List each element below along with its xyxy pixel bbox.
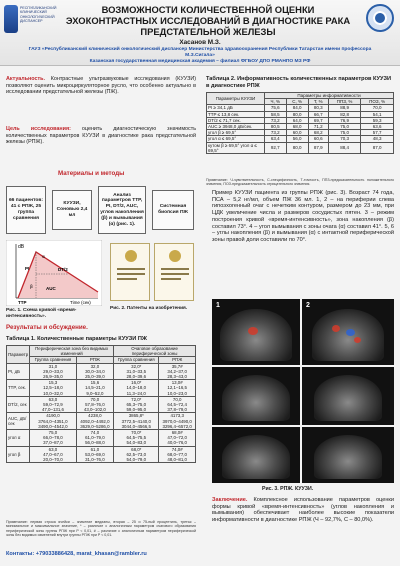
author: Хасанов М.З. xyxy=(179,39,221,46)
poster-title: ВОЗМОЖНОСТИ КОЛИЧЕСТВЕННОЙ ОЦЕНКИ ЭХОКОНТРАСТНЫХ ИССЛЕДОВАНИЙ В ДИАГНОСТИКЕ РАКА ПРЕДСТАТЕЛЬНОЙ ЖЕЛЕЗЫ xyxy=(65,4,351,37)
table1-title: Таблица 1. Количественные параметры КУУЗИ ПЖ xyxy=(6,336,147,342)
figure3-label-2: 2 xyxy=(306,302,310,309)
table1-cell: 70,0 64,5–72,4 37,8–79,0 xyxy=(159,396,196,413)
goal-section xyxy=(6,126,196,146)
ultrasound-image-3 xyxy=(212,367,300,425)
table2-cell: 73,2 xyxy=(265,130,287,136)
ultrasound-image-6 xyxy=(302,427,394,483)
materials-box-analysis: Анализ параметров TTP, PI, DT/2, AUC, углов накопления (β) и вымывания (α) (рис. 1). xyxy=(98,186,146,234)
materials-box-patients: 66 пациентов: 41 с РПЖ, 25 группа сравнения xyxy=(6,186,46,234)
table2-cell: 80,0 xyxy=(286,111,308,117)
fig1-label-alpha: α xyxy=(42,255,45,260)
fig1-label-pi: PI xyxy=(25,266,30,271)
table2-cell: 64,0 xyxy=(286,117,308,123)
figure3-caption: Рис. 3. РПЖ. КУУЗИ. xyxy=(262,486,314,492)
table2-cell: угол α ≤ 69,5° xyxy=(207,136,265,142)
table2-cell: 87,9 xyxy=(308,142,328,153)
relevance-section xyxy=(6,76,196,96)
patent-emblem-icon xyxy=(125,250,137,262)
table2-cell: 54,1 xyxy=(361,111,394,117)
table1-cell: 15,6 14,5–21,0 9,0–52,0 xyxy=(76,380,114,397)
table2-cell: 71,2 xyxy=(308,124,328,130)
table1-cell: 35,7# 34,2–37,0 28,3–43,0 xyxy=(159,363,196,380)
table2-head-group: Параметры информативности xyxy=(265,93,394,99)
relevance-text: Контрастные ультразвуковые исследования (КУУЗИ) позволяют оценить микроциркуляторное русло, что особенно актуально в исследовании предстательной железы (ПЖ). xyxy=(6,76,196,95)
table-row xyxy=(7,396,196,413)
table-row xyxy=(7,380,196,397)
table2-title: Таблица 2. Информативность количественных параметров КУУЗИ в диагностике РПЖ xyxy=(206,76,392,89)
table2 xyxy=(206,92,394,154)
materials-heading: Материалы и методы xyxy=(58,170,125,177)
materials-box-ceus: КУУЗИ, Соновью 2,4 мл xyxy=(52,190,92,230)
table2-cell: 48,3 xyxy=(361,136,394,142)
goal-text: оценить диагностическую значимость количественных параметров КУУЗИ в диагностике рака предстательной железы (РПЖ). xyxy=(6,126,196,145)
table1-cell: 75,0 66,0–78,0 37,0–87,0 xyxy=(30,430,76,447)
table2-cell: 82,8 xyxy=(328,111,360,117)
table1-cell: 32,0 30,0–34,0 25,0–39,0 xyxy=(76,363,114,380)
patent-emblem-icon xyxy=(169,250,181,262)
table1-head-param: Параметр xyxy=(7,346,30,364)
table-row xyxy=(7,446,196,463)
table1-head-rpzh-1: РПЖ xyxy=(76,357,114,363)
table2-cell: 70,0 xyxy=(361,105,394,111)
contacts: Контакты: +79033886428, marat_khasan@rambler.ru xyxy=(6,551,147,557)
table2-cell: 88,9 xyxy=(328,105,360,111)
table1-cell: 74,0# 68,0–77,0 48,0–81,0 xyxy=(159,446,196,463)
relevance-label: Актуальность. xyxy=(6,76,45,82)
logo-caption: РЕСПУБЛИКАНСКИЙ КЛИНИЧЕСКИЙ ОНКОЛОГИЧЕСКИЙ ДИСПАНСЕР xyxy=(20,6,57,24)
patent-certificate-2 xyxy=(154,243,194,301)
fig1-label-ttp: TTP xyxy=(18,300,27,305)
table1-cell: AUC, дБ/сек xyxy=(7,413,30,430)
table2-cell: 58,5 xyxy=(265,111,287,117)
table1-cell: угол β xyxy=(7,446,30,463)
example-text: Пример КУУЗИ пациента из группы РПЖ (рис. 3). Возраст 74 года, ПСА – 5,2 нг/мл, объем ПЖ 36 мл. 1, 2 – на периферии слева гипоэхогенный очаг с нечетким контуром, размером до 23 мм, при ЦДК увеличение числа и размеров сосудистых пятен. 3 – режим построения кривой «время-интенсивность», зона накопления (β) составил 73°. 4 – угол вымывания с зоны очага (α) составил 41°. 5, 6 – углы накопления (β) и вымывания (α) с интактной периферической зоны правой доли составили по 70°. xyxy=(212,190,394,243)
table2-cell: 76,9 xyxy=(328,117,360,123)
table2-cell: 87,0 xyxy=(361,142,394,153)
table1-cell: 63,0 47,0–67,0 20,0–70,0 xyxy=(30,446,76,463)
table1-cell: 63,0 59,0–72,9 47,0–131,6 xyxy=(30,396,76,413)
table2-cell: 80,5 xyxy=(265,124,287,130)
table2-col-spec: С, % xyxy=(286,99,308,105)
table1-cell: 32,0* 31,0–33,5 28,0–39,6 xyxy=(114,363,159,380)
affiliation-1: ГАУЗ «Республиканский клинический онкологический диспансер Министерства здравоохранения Республики Татарстан имени профессора М.З.Сигала» xyxy=(28,47,372,58)
table1-cell: DT/2, сек xyxy=(7,396,30,413)
dispensary-logo-icon xyxy=(4,5,18,33)
table1-cell: 68,0* 62,5–73,0 54,0–79,0 xyxy=(114,446,159,463)
time-intensity-curve-figure xyxy=(6,240,102,306)
table2-cell: 57,7 xyxy=(361,130,394,136)
figure1-caption: Рис. 1. Схема кривой «время-интенсивность». xyxy=(6,308,77,319)
conclusion-text: Комплексное использование параметров оценки формы кривой «время-интенсивность» (углов накопления и вымывания) обеспечивает наиболее высокие показатели информативности в диагностике РПЖ (Ч – 92,7%, С – 80,0%). xyxy=(212,497,394,524)
table2-cell: 73,2 xyxy=(265,117,287,123)
table2-cell: DT/2 ≤ 71,7 сек. xyxy=(207,117,265,123)
table2-col-npv: ПОЗ, % xyxy=(361,99,394,105)
table2-note: Примечание: Ч-чувствительность, С-специфичность, Т-точность, ППЗ-предсказательность положительного значения, ПОЗ-предсказательность отрицательного значения. xyxy=(206,178,394,187)
table2-cell: 75,0 xyxy=(328,130,360,136)
ultrasound-image-1 xyxy=(212,299,300,365)
table2-cell: кутом β ≥ 69,5° угол α ≤ 69,5° xyxy=(207,142,265,153)
table2-cell: 75,6 xyxy=(265,105,287,111)
table2-cell: 92,7 xyxy=(265,142,287,153)
table2-cell: 56,0 xyxy=(286,136,308,142)
table1-cell: угол α xyxy=(7,430,30,447)
figure2-caption: Рис. 2. Патенты на изобретения. xyxy=(110,306,188,311)
table-row xyxy=(207,142,394,153)
ultrasound-image-4 xyxy=(302,367,394,425)
table1-cell: 4173,3 3970,0–4490,0 3296,4–6572,0 xyxy=(159,413,196,430)
table2-cell: угол β ≥ 69,5° xyxy=(207,130,265,136)
table2-cell: 59,3 xyxy=(361,117,394,123)
table2-cell: 63,6 xyxy=(361,124,394,130)
table-row xyxy=(7,363,196,380)
table2-cell: 68,0 xyxy=(286,124,308,130)
table2-cell: 60,0 xyxy=(286,130,308,136)
table2-cell: 80,3 xyxy=(308,105,328,111)
table2-cell: 88,4 xyxy=(328,142,360,153)
figure3-label-1: 1 xyxy=(216,302,220,309)
table2-col-acc: Т, % xyxy=(308,99,328,105)
goal-label: Цель исследования: xyxy=(6,126,71,132)
table2-cell: PI ≥ 34,1 дБ xyxy=(207,105,265,111)
conclusion-section xyxy=(212,497,394,524)
table1-head-focal: Очаговое образование периферической зоны xyxy=(114,346,196,357)
ultrasound-image-2 xyxy=(302,299,394,365)
table2-cell: 75,0 xyxy=(328,124,360,130)
table2-cell: 66,7 xyxy=(308,111,328,117)
fig1-label-beta: β xyxy=(30,285,33,290)
table2-cell: 69,7 xyxy=(308,117,328,123)
table2-cell: 63,4 xyxy=(265,136,287,142)
table1-cell: 15,3 12,5–18,0 10,0–32,0 xyxy=(30,380,76,397)
fig1-label-auc: AUC xyxy=(46,286,56,291)
table1-head-peri: Периферическая зона без видимых изменений xyxy=(30,346,114,357)
table2-col-sens: Ч, % xyxy=(265,99,287,105)
table1-cell: 31,0 29,0–33,0 26,9–35,0 xyxy=(30,363,76,380)
table1-cell: 16,0* 14,0–18,0 11,3–24,0 xyxy=(114,380,159,397)
table1-cell: 70,0 57,8–76,0 43,0–102,0 xyxy=(76,396,114,413)
table2-cell: 84,0 xyxy=(286,105,308,111)
table1-cell: 13,0# 12,1–16,5 10,0–23,0 xyxy=(159,380,196,397)
table2-cell: 60,6 xyxy=(308,136,328,142)
table1-cell: 74,0 61,0–79,0 56,0–88,0 xyxy=(76,430,114,447)
table1-cell: TTP, сек. xyxy=(7,380,30,397)
table1-cell: 61,0 53,0–69,0 31,0–76,0 xyxy=(76,446,114,463)
academy-seal-icon xyxy=(366,4,394,32)
table1-head-group-2: Группа сравнения xyxy=(114,357,159,363)
results-heading: Результаты и обсуждение. xyxy=(6,324,88,331)
ultrasound-image-5 xyxy=(212,427,300,483)
table2-cell: 70,3 xyxy=(328,136,360,142)
table1-cell: 68,0# 47,0–72,0 40,0–76,0 xyxy=(159,430,196,447)
fig1-x-label: Time (сек) xyxy=(70,300,91,305)
table1-cell: 4190,0 3764,0–4351,0 3490,0–4542,0 xyxy=(30,413,76,430)
table1-cell: 72,0* 65,3–75,0 59,0–95,0 xyxy=(114,396,159,413)
patent-certificate-1 xyxy=(110,243,150,301)
table-row xyxy=(7,413,196,430)
table1-cell: PI, дБ xyxy=(7,363,30,380)
table2-cell: TTP ≤ 13,8 сек. xyxy=(207,111,265,117)
affiliation-2: Казанская государственная медицинская академия – филиал ФГБОУ ДПО РМАНПО МЗ РФ xyxy=(89,59,311,64)
materials-box-biopsy: Системная биопсия ПЖ xyxy=(152,190,194,230)
fig1-y-label: dB xyxy=(18,244,25,250)
fig1-label-dt2: DT/2 xyxy=(58,267,68,272)
table2-cell: 80,0 xyxy=(286,142,308,153)
table1-note: Примечание: первая строка ячейки – значение медианы, вторая – 25 и 75-ный процентиль, третья – минимальное и максимальное значение, * – различие с аналогичным параметром очагового образования периферической зоны группы РПЖ при P < 0,01, # – различие с аналогичным параметром периферической зоны без видимых изменений внутри группы РПЖ при P < 0,01. xyxy=(6,520,196,537)
table1-cell: 70,0* 64,5–75,5 54,0–83,0 xyxy=(114,430,159,447)
table1-head-rpzh-2: РПЖ xyxy=(159,357,196,363)
conclusion-label: Заключение. xyxy=(212,497,248,503)
table2-head-param: Параметры КУУЗИ xyxy=(207,93,265,105)
table1-cell: 3865,8* 3772,5–4140,0 3044,0–4566,5 xyxy=(114,413,159,430)
table1-cell: 4238,0 4092,0–4492,0 3629,0–5286,0 xyxy=(76,413,114,430)
table2-cell: 68,2 xyxy=(308,130,328,136)
table2-cell: AUC ≥ 3948,0 дБ/сек. xyxy=(207,124,265,130)
table-row xyxy=(7,430,196,447)
table1-head-group-1: Группа сравнения xyxy=(30,357,76,363)
table1 xyxy=(6,345,196,463)
table2-col-ppv: ППЗ, % xyxy=(328,99,360,105)
